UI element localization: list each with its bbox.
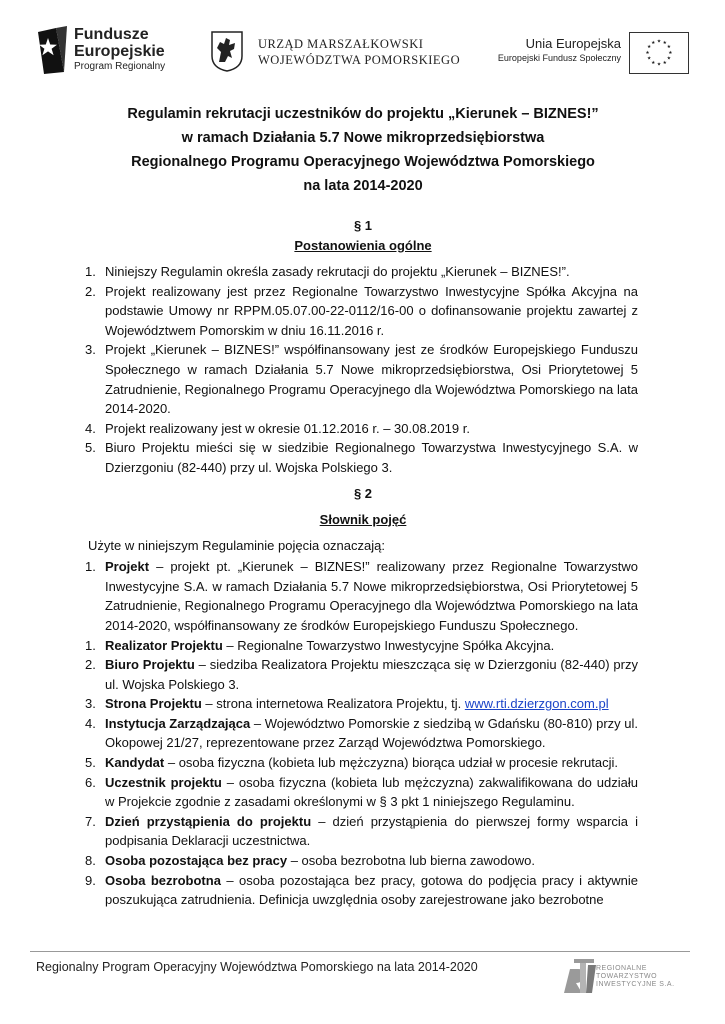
svg-text:★: ★ bbox=[666, 45, 672, 51]
svg-text:★: ★ bbox=[656, 39, 662, 45]
eu-logo-line2: Europejski Fundusz Społeczny bbox=[497, 53, 621, 63]
title-line1: Regulamin rekrutacji uczestników do projektu „Kierunek – BIZNES!” bbox=[127, 106, 599, 122]
svg-text:★: ★ bbox=[662, 60, 667, 66]
rti-line3: INWESTYCYJNE S.A. bbox=[596, 981, 675, 988]
fe-logo-line2: Europejskie bbox=[74, 43, 165, 60]
document-body bbox=[85, 100, 639, 910]
project-website-link[interactable]: www.rti.dzierzgon.com.pl bbox=[464, 696, 609, 712]
section2-heading: Słownik pojęć bbox=[319, 511, 407, 527]
list-item: 1. Niniejszy Regulamin określa zasady rekrutacji do projektu „Kierunek – BIZNES!”. bbox=[85, 264, 570, 279]
section1-heading: Postanowienia ogólne bbox=[294, 238, 432, 253]
svg-text:★: ★ bbox=[646, 56, 652, 62]
fe-logo-line1: Fundusze bbox=[74, 26, 149, 43]
svg-text:★: ★ bbox=[668, 50, 673, 56]
title-line4: na lata 2014-2020 bbox=[303, 178, 423, 194]
page-header bbox=[0, 22, 725, 82]
list-item: 3. Strona Projektu – strona internetowa Realizatora Projektu, tj. www.rti.dzierzgon.com.pl bbox=[85, 696, 609, 712]
title-line2: w ramach Działania 5.7 Nowe mikroprzedsiębiorstwa bbox=[181, 130, 545, 146]
marshal-office-line1: URZĄD MARSZAŁKOWSKI bbox=[258, 37, 424, 51]
rti-logo bbox=[560, 955, 690, 999]
list-item: 5. Biuro Projektu mieści się w siedzibie Regionalnego Towarzystwa Inwestycyjnego S.A. w Dzierzgoniu (82-440) przy ul. Wojska Polskiego 3. bbox=[85, 440, 638, 475]
fundusze-europejskie-star-icon bbox=[34, 24, 68, 76]
footer-program-text: Regionalny Program Operacyjny Województwa Pomorskiego na lata 2014-2020 bbox=[36, 960, 478, 974]
section2-intro: Użyte w niniejszym Regulaminie pojęcia oznaczają: bbox=[88, 537, 385, 553]
svg-text:★: ★ bbox=[656, 62, 662, 68]
marshal-office-line2: WOJEWÓDZTWA POMORSKIEGO bbox=[258, 53, 461, 67]
list-item: 4. Instytucja Zarządzająca – Województwo Pomorskie z siedzibą w Gdańsku (80-810) przy ul. Okopowej 21/27, reprezentowane przez Zarząd Województwa Pomorskiego. bbox=[85, 715, 638, 751]
section1-number: § 1 bbox=[353, 218, 373, 233]
document-title bbox=[88, 102, 638, 198]
fundusze-europejskie-logo bbox=[34, 24, 194, 82]
list-item: 9. Osoba bezrobotna – osoba pozostająca bez pracy, gotowa do podjęcia pracy i aktywnie poszukująca zatrudnienia. Definicja uwzględnia osoby zarejestrowane jako bezrobotne bbox=[85, 872, 639, 908]
list-item: 1. Projekt – projekt pt. „Kierunek – BIZNES!” realizowany przez Regionalne Towarzystwo Inwestycyjne S.A. w ramach Działania 5.7 Nowe mikroprzedsiębiorstwa, Osi Priorytetowej 5 Zatrudnienie, Regionalnego Programu Operacyjnego dla Województwa Pomorskiego na lata 2014-2020, współfinansowany ze środków Europejskiego Funduszu Społecznego. bbox=[85, 559, 638, 633]
footer-divider bbox=[30, 951, 690, 952]
section2-number: § 2 bbox=[353, 485, 373, 501]
griffin-crest-icon bbox=[210, 30, 244, 72]
rti-line2: TOWARZYSTWO bbox=[596, 973, 658, 980]
title-line3: Regionalnego Programu Operacyjnego Województwa Pomorskiego bbox=[131, 154, 595, 170]
svg-text:★: ★ bbox=[646, 45, 652, 51]
svg-text:★: ★ bbox=[645, 50, 650, 56]
urzad-marszalkowski-logo bbox=[210, 28, 470, 78]
unia-europejska-logo bbox=[478, 30, 693, 80]
list-item: 7. Dzień przystąpienia do projektu – dzień przystąpienia do pierwszej formy wsparcia i podpisania Deklaracji uczestnictwa. bbox=[85, 813, 638, 849]
rti-logo-mark-icon bbox=[560, 955, 598, 997]
eu-logo-line1: Unia Europejska bbox=[525, 36, 621, 51]
eu-flag-icon bbox=[629, 32, 689, 74]
rti-line1: REGIONALNE bbox=[596, 965, 647, 972]
list-item: 2. Biuro Projektu – siedziba Realizatora Projektu mieszcząca się w Dzierzgoniu (82-440) przy ul. Wojska Polskiego 3. bbox=[85, 657, 638, 692]
list-item: 4. Projekt realizowany jest w okresie 01.12.2016 r. – 30.08.2019 r. bbox=[85, 420, 470, 436]
section2-list bbox=[85, 557, 639, 910]
svg-text:★: ★ bbox=[666, 56, 672, 62]
fe-logo-line3: Program Regionalny bbox=[74, 61, 166, 72]
section1-list bbox=[85, 262, 638, 478]
svg-text:★: ★ bbox=[651, 60, 656, 66]
list-item: 3. Projekt „Kierunek – BIZNES!” współfinansowany jest ze środków Europejskiego Funduszu Społecznego w ramach Działania 5.7 Nowe mikroprzedsiębiorstwa, Osi Priorytetowej 5 Zatrudnienie, Regionalnego Programu Operacyjnego dla Województwa Pomorskiego na lata 2014-2020. bbox=[85, 342, 638, 417]
list-item: 6. Uczestnik projektu – osoba fizyczna (kobieta lub mężczyzna) zakwalifikowana do udziału w Projekcie zgodnie z zasadami określonymi w § 3 pkt 1 niniejszego Regulaminu. bbox=[85, 774, 639, 810]
list-item: 2. Projekt realizowany jest przez Regionalne Towarzystwo Inwestycyjne Spółka Akcyjna na podstawie Umowy nr RPPM.05.07.00-22-0112/16-00 o dofinansowanie projektu zawartej z Województwem Pomorskim w dniu 16.11.2016 r. bbox=[85, 283, 638, 338]
list-item: 5. Kandydat – osoba fizyczna (kobieta lub mężczyzna) biorąca udział w procesie rekrutacji. bbox=[85, 755, 618, 771]
svg-text:★: ★ bbox=[662, 41, 667, 47]
list-item: 8. Osoba pozostająca bez pracy – osoba bezrobotna lub bierna zawodowo. bbox=[85, 853, 535, 869]
list-item: 1. Realizator Projektu – Regionalne Towarzystwo Inwestycyjne Spółka Akcyjna. bbox=[85, 637, 555, 653]
svg-text:★: ★ bbox=[651, 41, 656, 47]
